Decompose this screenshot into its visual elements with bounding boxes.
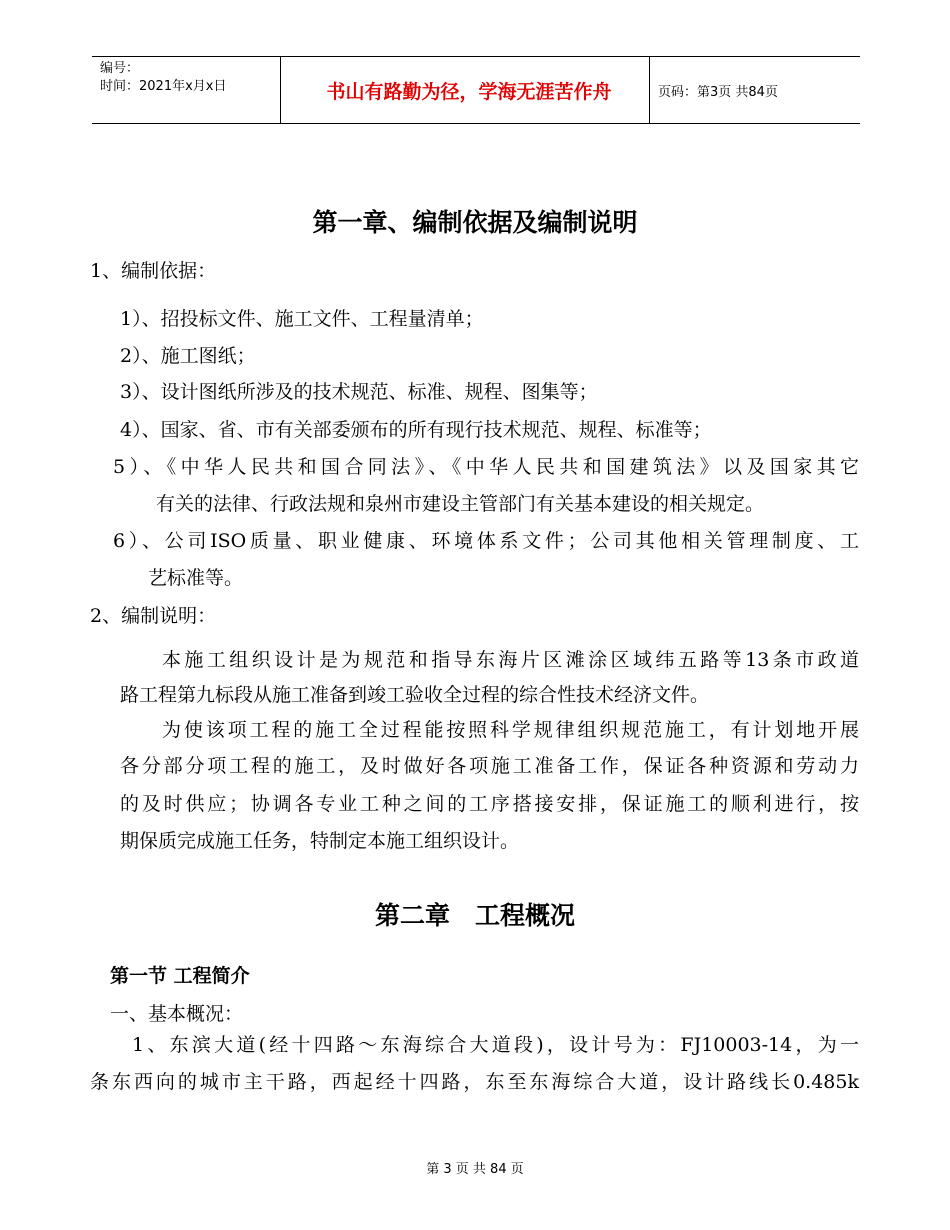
basis-item-2: 2）、施工图纸； [120,345,256,367]
basis-item-4: 4）、国家、省、市有关部委颁布的所有现行技术规范、规程、标准等； [120,419,712,441]
basis-item-5-cont: 有关的法律、行政法规和泉州市建设主管部门有关基本建设的相关规定。 [156,493,765,515]
notes-para-2-line-1: 为使该项工程的施工全过程能按照科学规律组织规范施工，有计划地开展 [162,719,859,741]
chapter-2-title: 第二章 工程概况 [374,901,575,930]
basis-item-6-cont: 艺标准等。 [148,567,244,589]
header-divider [280,57,281,123]
page-footer: 第 3 页 共 84 页 [426,1162,524,1177]
section-title: 第一节 工程简介 [110,965,250,987]
basis-item-6: 6）、公司ISO质量、职业健康、环境体系文件；公司其他相关管理制度、工 [113,530,859,552]
header-motto: 书山有路勤为径，学海无涯苦作舟 [326,80,612,103]
notes-para-1-line-1: 本施工组织设计是为规范和指导东海片区滩涂区域纬五路等13条市政道 [162,649,859,671]
overview-heading: 一、基本概况： [110,1003,244,1025]
basis-heading: 1、编制依据： [90,260,217,282]
chapter-1-title: 第一章、编制依据及编制说明 [312,208,638,237]
page-header [92,56,860,124]
notes-heading: 2、编制说明： [90,605,217,627]
basis-item-1: 1）、招投标文件、施工文件、工程量清单； [120,308,484,330]
doc-number-label: 编号： [100,61,140,76]
overview-line-1: 1、东滨大道(经十四路～东海综合大道段)，设计号为：FJ10003-14，为一 [132,1034,859,1056]
notes-para-2-line-3: 的及时供应；协调各专业工种之间的工序搭接安排，保证施工的顺利进行，按 [120,793,859,815]
basis-item-5: 5）、《中华人民共和国合同法》、《中华人民共和国建筑法》以及国家其它 [113,456,859,478]
header-page-label: 页码：第3页 共84页 [658,85,778,100]
notes-para-2-line-4: 期保质完成施工任务，特制定本施工组织设计。 [120,830,520,852]
notes-para-2-line-2: 各分部分项工程的施工，及时做好各项施工准备工作，保证各种资源和劳动力 [120,755,859,777]
notes-para-1-line-2: 路工程第九标段从施工准备到竣工验收全过程的综合性技术经济文件。 [120,684,710,706]
doc-time-label: 时间：2021年x月x日 [100,79,227,94]
overview-line-2: 条东西向的城市主干路，西起经十四路，东至东海综合大道，设计路线长0.485k [90,1071,859,1093]
basis-item-3: 3）、设计图纸所涉及的技术规范、标准、规程、图集等； [120,381,598,403]
header-meta [100,60,226,96]
